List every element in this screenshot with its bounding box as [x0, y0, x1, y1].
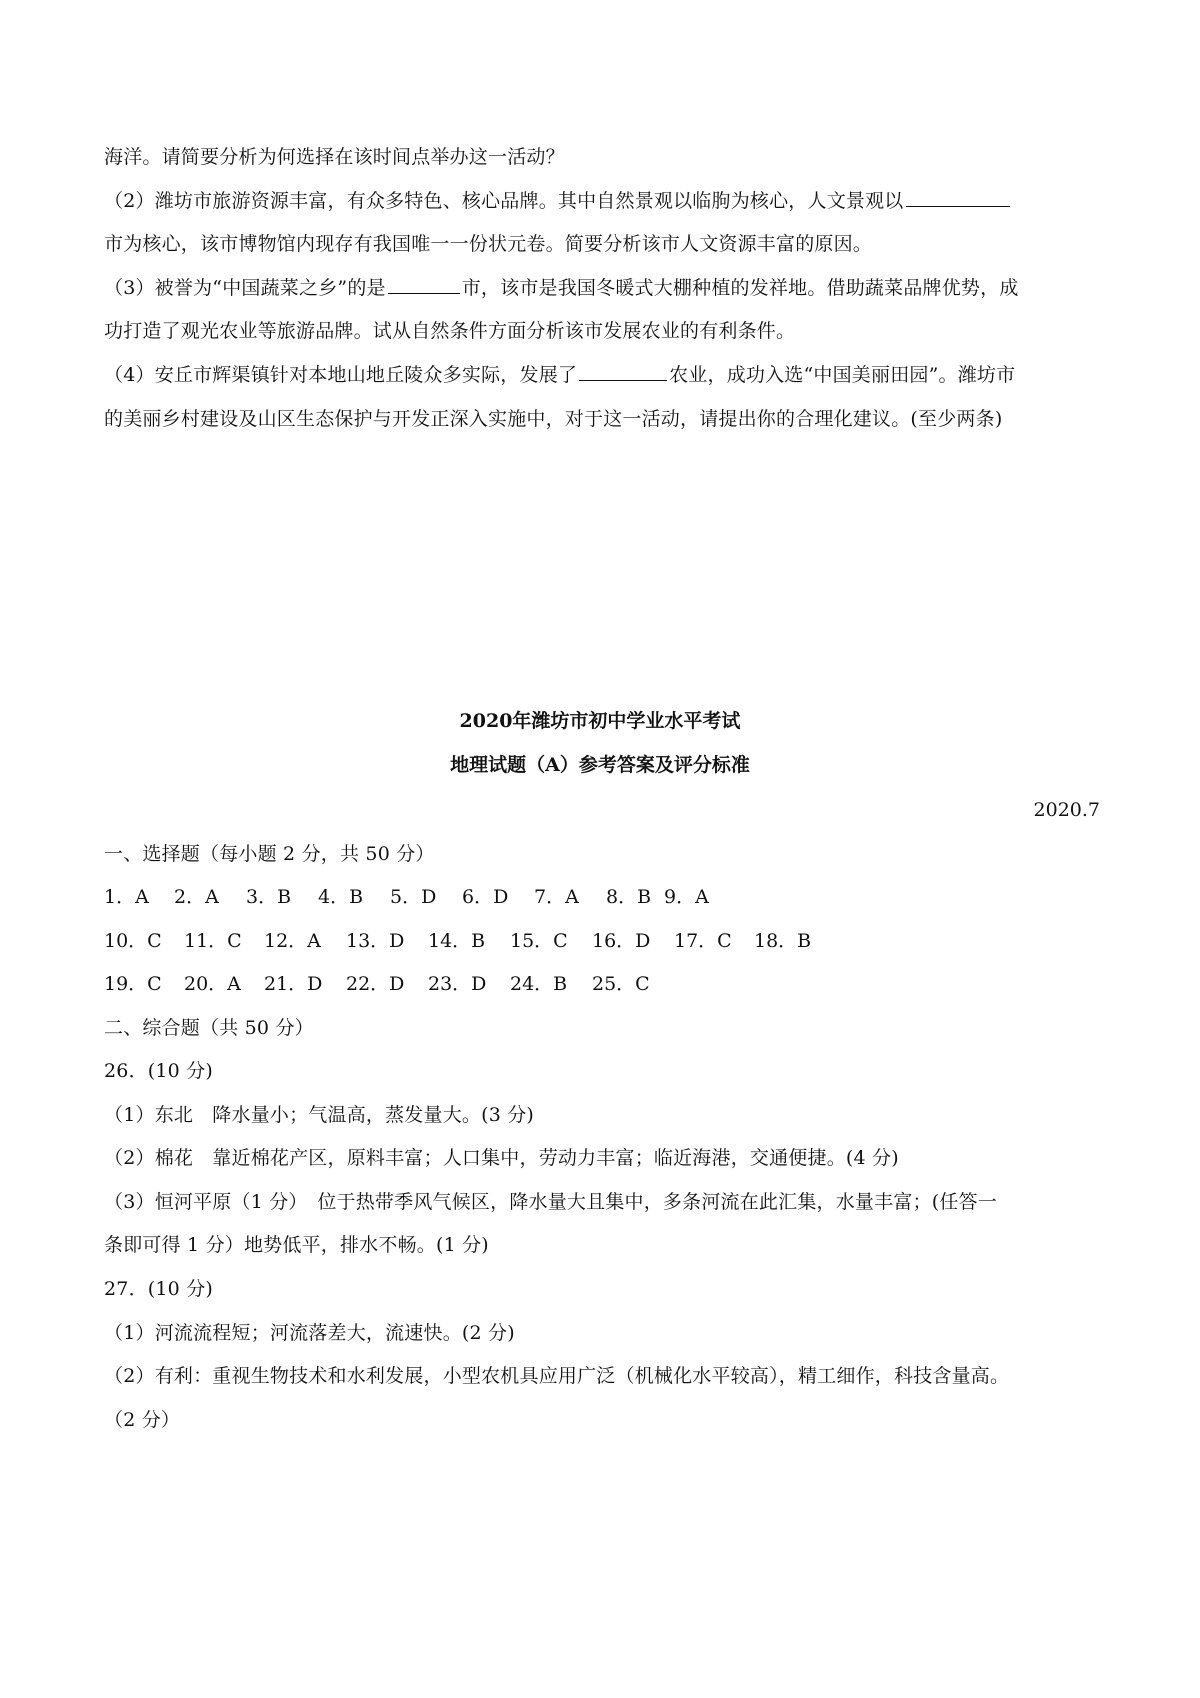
q26-heading: 26．(10 分) — [104, 1060, 214, 1082]
choice-answer: 22．D — [346, 973, 405, 995]
choice-answer: 21．D — [264, 973, 323, 995]
question-3-line-1 — [104, 275, 1100, 301]
q27-answer-2-line-2: （2 分） — [104, 1409, 181, 1431]
choice-answer: 14．B — [428, 930, 486, 952]
choice-answer: 15．C — [510, 930, 568, 952]
q26-answer-2: （2）棉花 靠近棉花产区，原料丰富；人口集中，劳动力丰富；临近海港，交通便捷。(4 分) — [104, 1147, 899, 1169]
choice-row-1 — [104, 884, 709, 910]
q27-heading: 27．(10 分) — [104, 1278, 214, 1300]
answer-blank — [906, 188, 1010, 207]
choice-answer: 9．A — [664, 886, 709, 908]
choice-answer: 11．C — [184, 930, 242, 952]
question-4-line-2: 的美丽乡村建设及山区生态保护与开发正深入实施中，对于这一活动，请提出你的合理化建议。(至少两条) — [104, 408, 1003, 430]
choice-answer: 13．D — [346, 930, 405, 952]
question-2-line-1 — [104, 188, 1100, 214]
answer-blank — [579, 362, 667, 381]
answer-key-title: 2020年潍坊市初中学业水平考试 — [459, 710, 741, 732]
choice-answer: 20．A — [184, 973, 241, 995]
section-1-heading: 一、选择题（每小题 2 分，共 50 分） — [104, 843, 435, 865]
choice-answer: 4．B — [318, 886, 364, 908]
choice-answer: 12．A — [264, 930, 321, 952]
choice-answer: 25．C — [592, 973, 650, 995]
choice-answer: 18．B — [754, 930, 812, 952]
answer-key-date: 2020.7 — [1033, 799, 1100, 821]
choice-answer: 5．D — [390, 886, 437, 908]
choice-answer: 17．C — [674, 930, 732, 952]
choice-answer: 19．C — [104, 973, 162, 995]
q27-answer-1: （1）河流流程短；河流落差大，流速快。(2 分) — [104, 1322, 515, 1344]
choice-answer: 16．D — [592, 930, 651, 952]
question-4-line-1 — [104, 362, 1100, 388]
section-2-heading: 二、综合题（共 50 分） — [104, 1017, 314, 1039]
choice-row-2 — [104, 928, 811, 954]
q26-answer-3-line-1: （3）恒河平原（1 分） 位于热带季风气候区，降水量大且集中，多条河流在此汇集，水量丰富；(任答一 — [104, 1191, 997, 1213]
question-2-line-2: 市为核心，该市博物馆内现存有我国唯一一份状元卷。简要分析该市人文资源丰富的原因。 — [104, 233, 873, 255]
choice-answer: 24．B — [510, 973, 568, 995]
q26-answer-1: （1）东北 降水量小；气温高，蒸发量大。(3 分) — [104, 1104, 535, 1126]
choice-answer: 2．A — [174, 886, 219, 908]
question-2-text: （2）潍坊市旅游资源丰富，有众多特色、核心品牌。其中自然景观以临朐为核心，人文景观以 — [104, 190, 904, 212]
question-3-line-2: 功打造了观光农业等旅游品牌。试从自然条件方面分析该市发展农业的有利条件。 — [104, 320, 796, 342]
question-4-text-a: （4）安丘市辉渠镇针对本地山地丘陵众多实际，发展了 — [104, 364, 578, 386]
answer-blank — [388, 275, 460, 294]
choice-answer: 7．A — [534, 886, 579, 908]
question-tail-line: 海洋。请简要分析为何选择在该时间点举办这一活动？ — [104, 146, 565, 168]
choice-answer: 3．B — [246, 886, 292, 908]
question-3-text-b: 市，该市是我国冬暖式大棚种植的发祥地。借助蔬菜品牌优势，成 — [461, 277, 1019, 299]
choice-row-3 — [104, 971, 650, 997]
q27-answer-2-line-1: （2）有利：重视生物技术和水利发展，小型农机具应用广泛（机械化水平较高），精工细作，科技含量高。 — [104, 1365, 1010, 1387]
choice-answer: 6．D — [462, 886, 509, 908]
question-4-text-b: 农业，成功入选“中国美丽田园”。潍坊市 — [669, 364, 1016, 386]
choice-answer: 8．B — [606, 886, 652, 908]
choice-answer: 10．C — [104, 930, 162, 952]
q26-answer-3-line-2: 条即可得 1 分）地势低平，排水不畅。(1 分) — [104, 1234, 489, 1256]
choice-answer: 1．A — [104, 886, 149, 908]
choice-answer: 23．D — [428, 973, 487, 995]
question-3-text-a: （3）被誉为“中国蔬菜之乡”的是 — [104, 277, 386, 299]
answer-key-subtitle: 地理试题（A）参考答案及评分标准 — [450, 754, 750, 776]
